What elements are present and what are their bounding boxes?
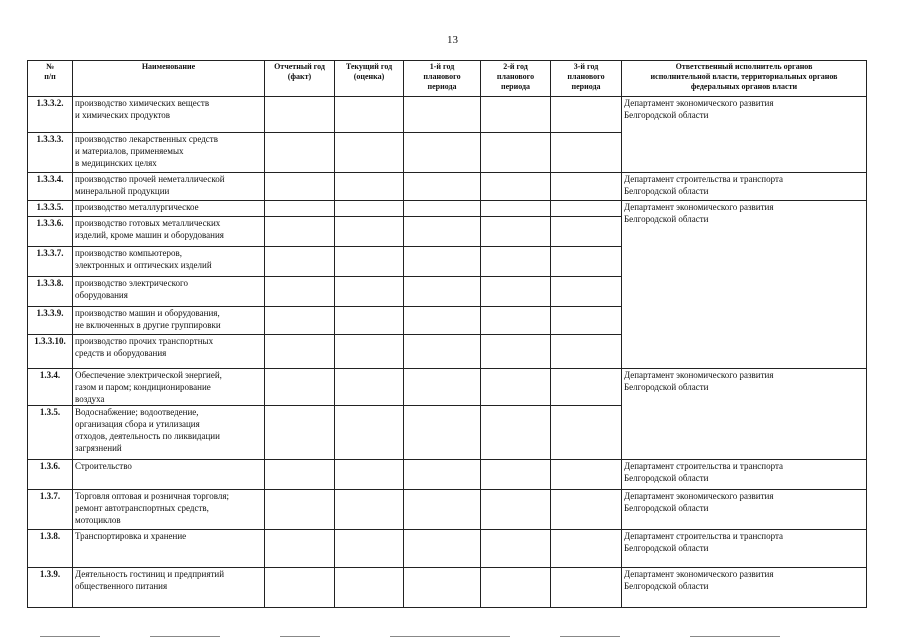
value-cell [481,217,551,247]
value-cell [335,247,404,277]
table-row [28,568,867,608]
row-number: 1.3.3.9. [28,307,73,335]
page-number: 13 [447,34,458,46]
value-cell [335,217,404,247]
value-cell [481,201,551,217]
value-cell [481,335,551,369]
table-row [28,530,867,568]
value-cell [404,201,481,217]
value-cell [481,460,551,490]
value-cell [265,277,335,307]
scan-mark [390,636,510,637]
value-cell [404,97,481,133]
table-row [28,460,867,490]
table-row [28,97,867,133]
row-number: 1.3.8. [28,530,73,568]
value-cell [335,406,404,460]
value-cell [335,97,404,133]
value-cell [265,530,335,568]
value-cell [551,369,622,406]
header-name: Наименование [73,61,265,97]
value-cell [265,335,335,369]
value-cell [404,217,481,247]
value-cell [551,335,622,369]
value-cell [404,173,481,201]
value-cell [404,307,481,335]
value-cell [481,133,551,173]
value-cell [335,530,404,568]
row-name: Обеспечение электрической энергией, газом и паром; кондиционирование воздуха [73,369,265,406]
value-cell [551,406,622,460]
value-cell [335,201,404,217]
row-name: производство компьютеров, электронных и оптических изделий [73,247,265,277]
value-cell [481,568,551,608]
value-cell [481,369,551,406]
row-number: 1.3.3.3. [28,133,73,173]
value-cell [551,97,622,133]
row-number: 1.3.7. [28,490,73,530]
row-number: 1.3.3.6. [28,217,73,247]
responsible-department: Департамент экономического развития Белгородской области [622,490,867,530]
value-cell [551,247,622,277]
value-cell [265,217,335,247]
row-number: 1.3.9. [28,568,73,608]
table-header-row [28,61,867,97]
value-cell [335,277,404,307]
row-name: производство лекарственных средств и материалов, применяемых в медицинских целях [73,133,265,173]
row-name: производство металлургическое [73,201,265,217]
value-cell [335,133,404,173]
row-name: производство готовых металлических изделий, кроме машин и оборудования [73,217,265,247]
table-row [28,369,867,406]
row-number: 1.3.5. [28,406,73,460]
value-cell [551,173,622,201]
value-cell [481,277,551,307]
row-name: Торговля оптовая и розничная торговля; ремонт автотранспортных средств, мотоциклов [73,490,265,530]
responsible-department: Департамент строительства и транспорта Белгородской области [622,460,867,490]
value-cell [404,247,481,277]
value-cell [404,406,481,460]
table-row [28,173,867,201]
value-cell [335,173,404,201]
header-report-year: Отчетный год (факт) [265,61,335,97]
header-current-year: Текущий год (оценка) [335,61,404,97]
table-row [28,201,867,217]
value-cell [481,247,551,277]
value-cell [265,369,335,406]
header-responsible: Ответственный исполнитель органов исполнительной власти, территориальных органов федеральных органов власти [622,61,867,97]
value-cell [265,247,335,277]
value-cell [265,173,335,201]
value-cell [335,335,404,369]
value-cell [335,568,404,608]
row-number: 1.3.4. [28,369,73,406]
value-cell [481,530,551,568]
value-cell [481,307,551,335]
value-cell [265,406,335,460]
value-cell [481,490,551,530]
responsible-department: Департамент строительства и транспорта Белгородской области [622,530,867,568]
responsible-department: Департамент экономического развития Белгородской области [622,369,867,460]
value-cell [335,369,404,406]
value-cell [551,460,622,490]
table-row [28,490,867,530]
row-number: 1.3.3.2. [28,97,73,133]
scan-mark [690,636,780,637]
value-cell [265,307,335,335]
value-cell [551,133,622,173]
responsible-department: Департамент строительства и транспорта Белгородской области [622,173,867,201]
header-plan-year-1: 1-й год планового периода [404,61,481,97]
value-cell [404,335,481,369]
row-name: Деятельность гостиниц и предприятий общественного питания [73,568,265,608]
header-plan-year-2: 2-й год планового периода [481,61,551,97]
value-cell [551,201,622,217]
value-cell [551,490,622,530]
row-name: Транспортировка и хранение [73,530,265,568]
scan-mark [150,636,220,637]
value-cell [265,568,335,608]
row-name: производство прочих транспортных средств и оборудования [73,335,265,369]
value-cell [335,307,404,335]
value-cell [335,490,404,530]
scan-mark [560,636,620,637]
value-cell [551,277,622,307]
value-cell [404,133,481,173]
scan-edge-marks [0,633,905,640]
row-name: производство машин и оборудования, не включенных в другие группировки [73,307,265,335]
row-number: 1.3.3.5. [28,201,73,217]
value-cell [404,369,481,406]
value-cell [265,133,335,173]
value-cell [551,307,622,335]
value-cell [404,460,481,490]
scan-mark [280,636,320,637]
row-name: производство электрического оборудования [73,277,265,307]
scan-mark [40,636,100,637]
row-number: 1.3.3.10. [28,335,73,369]
value-cell [481,406,551,460]
value-cell [404,530,481,568]
value-cell [265,490,335,530]
value-cell [404,568,481,608]
value-cell [265,201,335,217]
value-cell [481,173,551,201]
responsible-department: Департамент экономического развития Белгородской области [622,201,867,369]
row-name: производство химических веществ и химических продуктов [73,97,265,133]
row-number: 1.3.6. [28,460,73,490]
row-number: 1.3.3.8. [28,277,73,307]
value-cell [335,460,404,490]
header-num: № п/п [28,61,73,97]
indicator-table [27,60,867,608]
value-cell [404,277,481,307]
row-name: Строительство [73,460,265,490]
value-cell [551,217,622,247]
row-number: 1.3.3.7. [28,247,73,277]
value-cell [265,460,335,490]
value-cell [265,97,335,133]
value-cell [404,490,481,530]
value-cell [481,97,551,133]
row-name: Водоснабжение; водоотведение, организация сбора и утилизация отходов, деятельность по ликвидации загрязнений [73,406,265,460]
row-number: 1.3.3.4. [28,173,73,201]
responsible-department: Департамент экономического развития Белгородской области [622,97,867,173]
value-cell [551,530,622,568]
value-cell [551,568,622,608]
responsible-department: Департамент экономического развития Белгородской области [622,568,867,608]
header-plan-year-3: 3-й год планового периода [551,61,622,97]
row-name: производство прочей неметаллической минеральной продукции [73,173,265,201]
